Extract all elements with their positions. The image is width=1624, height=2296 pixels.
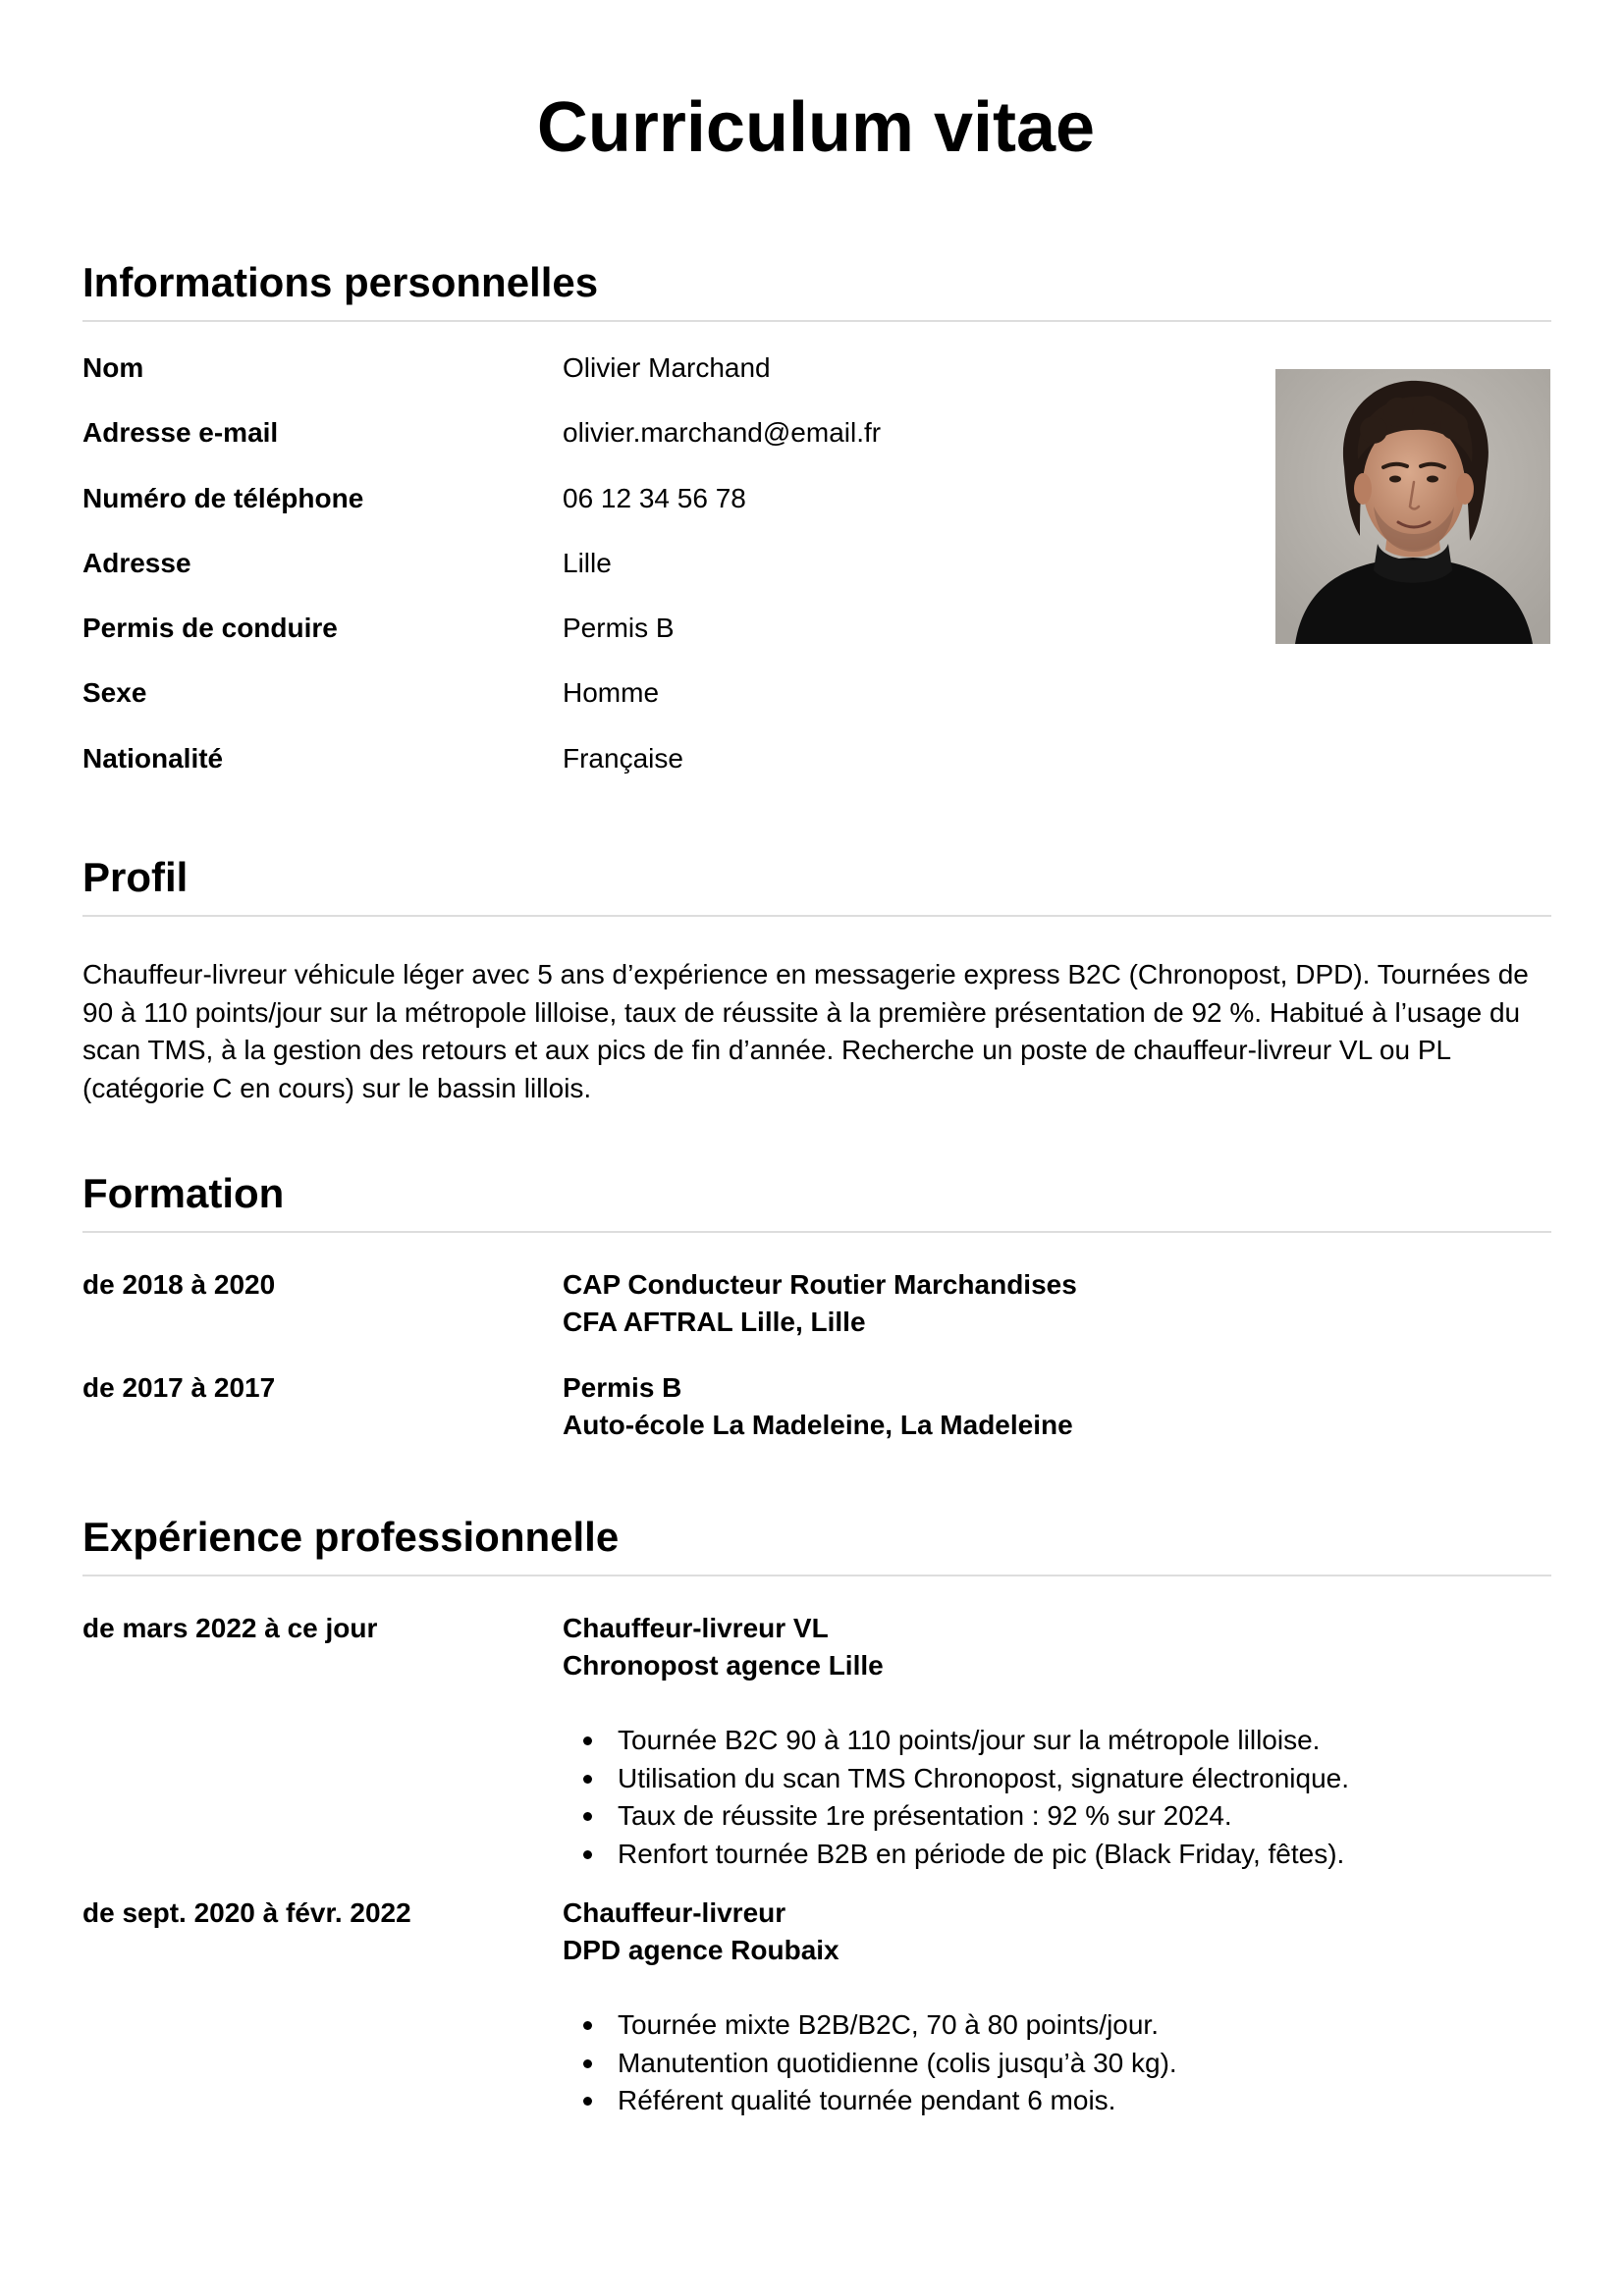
info-value: Homme [563,677,660,709]
education-date: de 2018 à 2020 [82,1269,276,1300]
info-label: Sexe [82,677,147,709]
task-item [563,1760,1551,1798]
bullet-icon [583,2059,592,2068]
task-item [563,1722,1551,1760]
task-item [563,1836,1551,1874]
employer: Chronopost agence Lille [563,1650,884,1681]
education-school: CFA AFTRAL Lille, Lille [563,1307,866,1337]
bullet-icon [583,2097,592,2106]
task-text: Taux de réussite 1re présentation : 92 % sur 2024. [618,1800,1232,1831]
employer: DPD agence Roubaix [563,1935,839,1965]
education-title: CAP Conducteur Routier Marchandises [563,1269,1077,1300]
bullet-icon [583,1736,592,1745]
info-label: Adresse [82,547,191,578]
task-text: Tournée B2C 90 à 110 points/jour sur la métropole lilloise. [618,1725,1321,1755]
task-item [563,2082,1551,2120]
experience-date: de mars 2022 à ce jour [82,1613,378,1643]
task-text: Utilisation du scan TMS Chronopost, signature électronique. [618,1762,1349,1793]
task-list [563,2006,1551,2120]
profile-section [82,852,1551,1107]
education-details [563,1369,1551,1444]
task-item [563,2006,1551,2045]
bullet-icon [583,1812,592,1821]
info-label: Permis de conduire [82,613,338,644]
education-heading: Formation [82,1168,1551,1233]
portrait-image [1275,369,1550,644]
task-item [563,2045,1551,2083]
experience-entry [82,1610,1551,1873]
education-date: de 2017 à 2017 [82,1372,276,1403]
info-value: Permis B [563,613,675,644]
profile-summary: Chauffeur-livreur véhicule léger avec 5 ans d’expérience en messagerie express B2C (Chronopost, DPD). Tournées de 90 à 110 points/jour sur la métropole lilloise, taux de réussite à la première présentation de 92 %. Habitué à l’usage du scan TMS, à la gestion des retours et aux pics de fin d’année. Recherche un poste de chauffeur-livreur VL ou PL (catégorie C en cours) sur le bassin lillois. [82,959,1529,1103]
task-text: Renfort tournée B2B en période de pic (Black Friday, fêtes). [618,1838,1345,1869]
bullet-icon [583,1775,592,1784]
info-value: Lille [563,547,612,578]
experience-details [563,1895,1551,2120]
education-school: Auto-école La Madeleine, La Madeleine [563,1410,1073,1440]
bullet-icon [583,1850,592,1859]
task-list [563,1722,1551,1873]
experience-section [82,1512,1551,2120]
info-label: Nom [82,352,144,383]
job-title: Chauffeur-livreur [563,1897,786,1928]
education-entry [82,1266,1551,1341]
job-title: Chauffeur-livreur VL [563,1613,829,1643]
info-row-nationality [82,738,1551,803]
experience-heading: Expérience professionnelle [82,1512,1551,1576]
info-label: Nationalité [82,742,224,774]
bullet-icon [583,2021,592,2030]
task-text: Tournée mixte B2B/B2C, 70 à 80 points/jour. [618,2009,1159,2040]
experience-entry [82,1895,1551,2120]
experience-date: de sept. 2020 à févr. 2022 [82,1897,411,1928]
info-value: olivier.marchand@email.fr [563,417,882,449]
info-value: Française [563,742,683,774]
info-label: Numéro de téléphone [82,482,364,513]
document-title: Curriculum vitae [536,88,1096,167]
info-value: Olivier Marchand [563,352,771,383]
personal-info-heading: Informations personnelles [82,257,1551,322]
education-entry [82,1369,1551,1444]
info-label: Adresse e-mail [82,417,279,449]
experience-details [563,1610,1551,1873]
task-item [563,1797,1551,1836]
info-row-gender [82,672,1551,737]
profile-photo [1275,369,1550,644]
profile-heading: Profil [82,852,1551,917]
education-title: Permis B [563,1372,682,1403]
task-text: Manutention quotidienne (colis jusqu’à 30 kg). [618,2047,1177,2078]
education-section [82,1168,1551,1444]
info-value: 06 12 34 56 78 [563,482,746,513]
task-text: Référent qualité tournée pendant 6 mois. [618,2085,1116,2115]
education-details [563,1266,1551,1341]
